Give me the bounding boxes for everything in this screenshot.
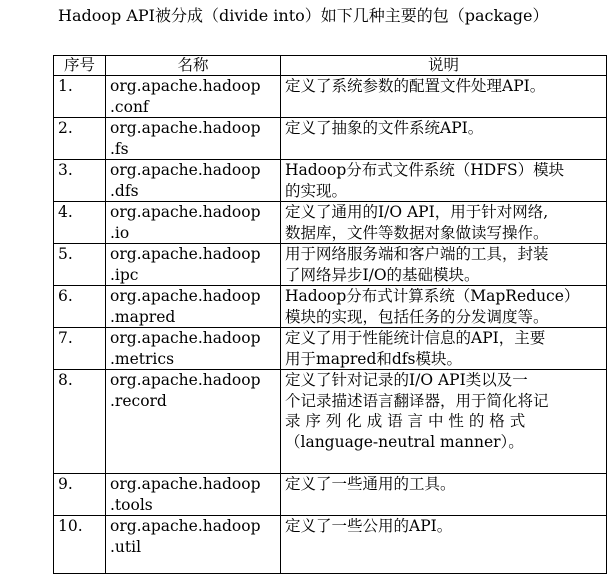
table-row [54,328,607,370]
package-name [106,118,281,160]
package-description [281,202,607,244]
package-description [281,328,607,370]
package-name-line: org.apache.hadoop [110,161,261,179]
table-row [54,370,607,474]
package-name-line: .dfs [110,181,139,200]
package-name-line: org.apache.hadoop [110,371,261,389]
package-name [106,244,281,286]
package-name-line: .conf [110,97,149,116]
package-description-line: 定义了用于性能统计信息的API，主要 [285,329,546,347]
package-description [281,160,607,202]
table-row [54,118,607,160]
package-name-line: .tools [110,495,153,514]
package-description-line: 定义了针对记录的I/O API类以及一 [285,371,528,389]
package-name [106,286,281,328]
table-row [54,286,607,328]
package-number: 6. [54,286,106,328]
package-description [281,76,607,118]
package-description-line: Hadoop分布式计算系统（MapReduce） [285,287,580,305]
package-description [281,244,607,286]
package-description-line: 定义了抽象的文件系统API。 [285,119,484,137]
package-description [281,118,607,160]
header-description: 说明 [281,56,607,76]
package-name-line: org.apache.hadoop [110,287,261,305]
table-row [54,516,607,574]
table-header-row [54,56,607,76]
package-name [106,516,281,574]
package-table [53,55,607,574]
package-description [281,516,607,574]
package-description-line: Hadoop分布式文件系统（HDFS）模块 [285,161,565,179]
package-name-line: org.apache.hadoop [110,517,261,535]
header-number: 序号 [54,56,106,76]
package-name-line: .fs [110,139,129,158]
header-name: 名称 [106,56,281,76]
table-row [54,474,607,516]
package-description [281,286,607,328]
package-name [106,202,281,244]
package-name-line: .io [110,223,130,242]
package-description [281,370,607,474]
package-name-line: org.apache.hadoop [110,77,261,95]
package-name-line: .mapred [110,307,176,326]
package-description-line: 录 序 列 化 成 语 言 中 性 的 格 式 [285,412,526,430]
package-description-line: （language-neutral manner）。 [285,432,524,451]
table-row [54,160,607,202]
package-name-line: .metrics [110,349,175,368]
package-name [106,328,281,370]
table-row [54,76,607,118]
package-description-line: 的实现。 [285,181,348,200]
package-description-line: 用于网络服务端和客户端的工具，封装 [285,245,549,263]
package-description-line: 定义了通用的I/O API，用于针对网络, [285,203,549,221]
package-number: 3. [54,160,106,202]
package-name-line: org.apache.hadoop [110,119,261,137]
package-number: 8. [54,370,106,474]
package-name-line: org.apache.hadoop [110,475,261,493]
package-number: 1. [54,76,106,118]
package-name [106,370,281,474]
package-number: 9. [54,474,106,516]
package-description-line: 个记录描述语言翻译器，用于简化将记 [285,391,549,410]
package-description [281,474,607,516]
package-number: 7. [54,328,106,370]
package-name-line: org.apache.hadoop [110,329,261,347]
package-description-line: 用于mapred和dfs模块。 [285,349,462,368]
page-title: Hadoop API被分成（divide into）如下几种主要的包（package） [58,6,549,25]
package-number: 5. [54,244,106,286]
package-description-line: 定义了一些公用的API。 [285,517,453,535]
package-description-line: 模块的实现，包括任务的分发调度等。 [285,307,549,326]
package-description-line: 了网络异步I/O的基础模块。 [285,265,480,284]
package-description-line: 数据库，文件等数据对象做读写操作。 [285,223,549,242]
package-description-line: 定义了系统参数的配置文件处理API。 [285,77,546,95]
package-name-line: org.apache.hadoop [110,203,261,221]
package-name-line: org.apache.hadoop [110,245,261,263]
package-name [106,76,281,118]
package-name-line: .record [110,391,167,410]
package-number: 4. [54,202,106,244]
package-number: 2. [54,118,106,160]
package-number: 10. [54,516,106,574]
table-row [54,244,607,286]
package-name [106,474,281,516]
package-name [106,160,281,202]
package-description-line: 定义了一些通用的工具。 [285,475,456,493]
package-name-line: .ipc [110,265,139,284]
table-body [54,76,607,574]
table-row [54,202,607,244]
package-name-line: .util [110,537,142,556]
